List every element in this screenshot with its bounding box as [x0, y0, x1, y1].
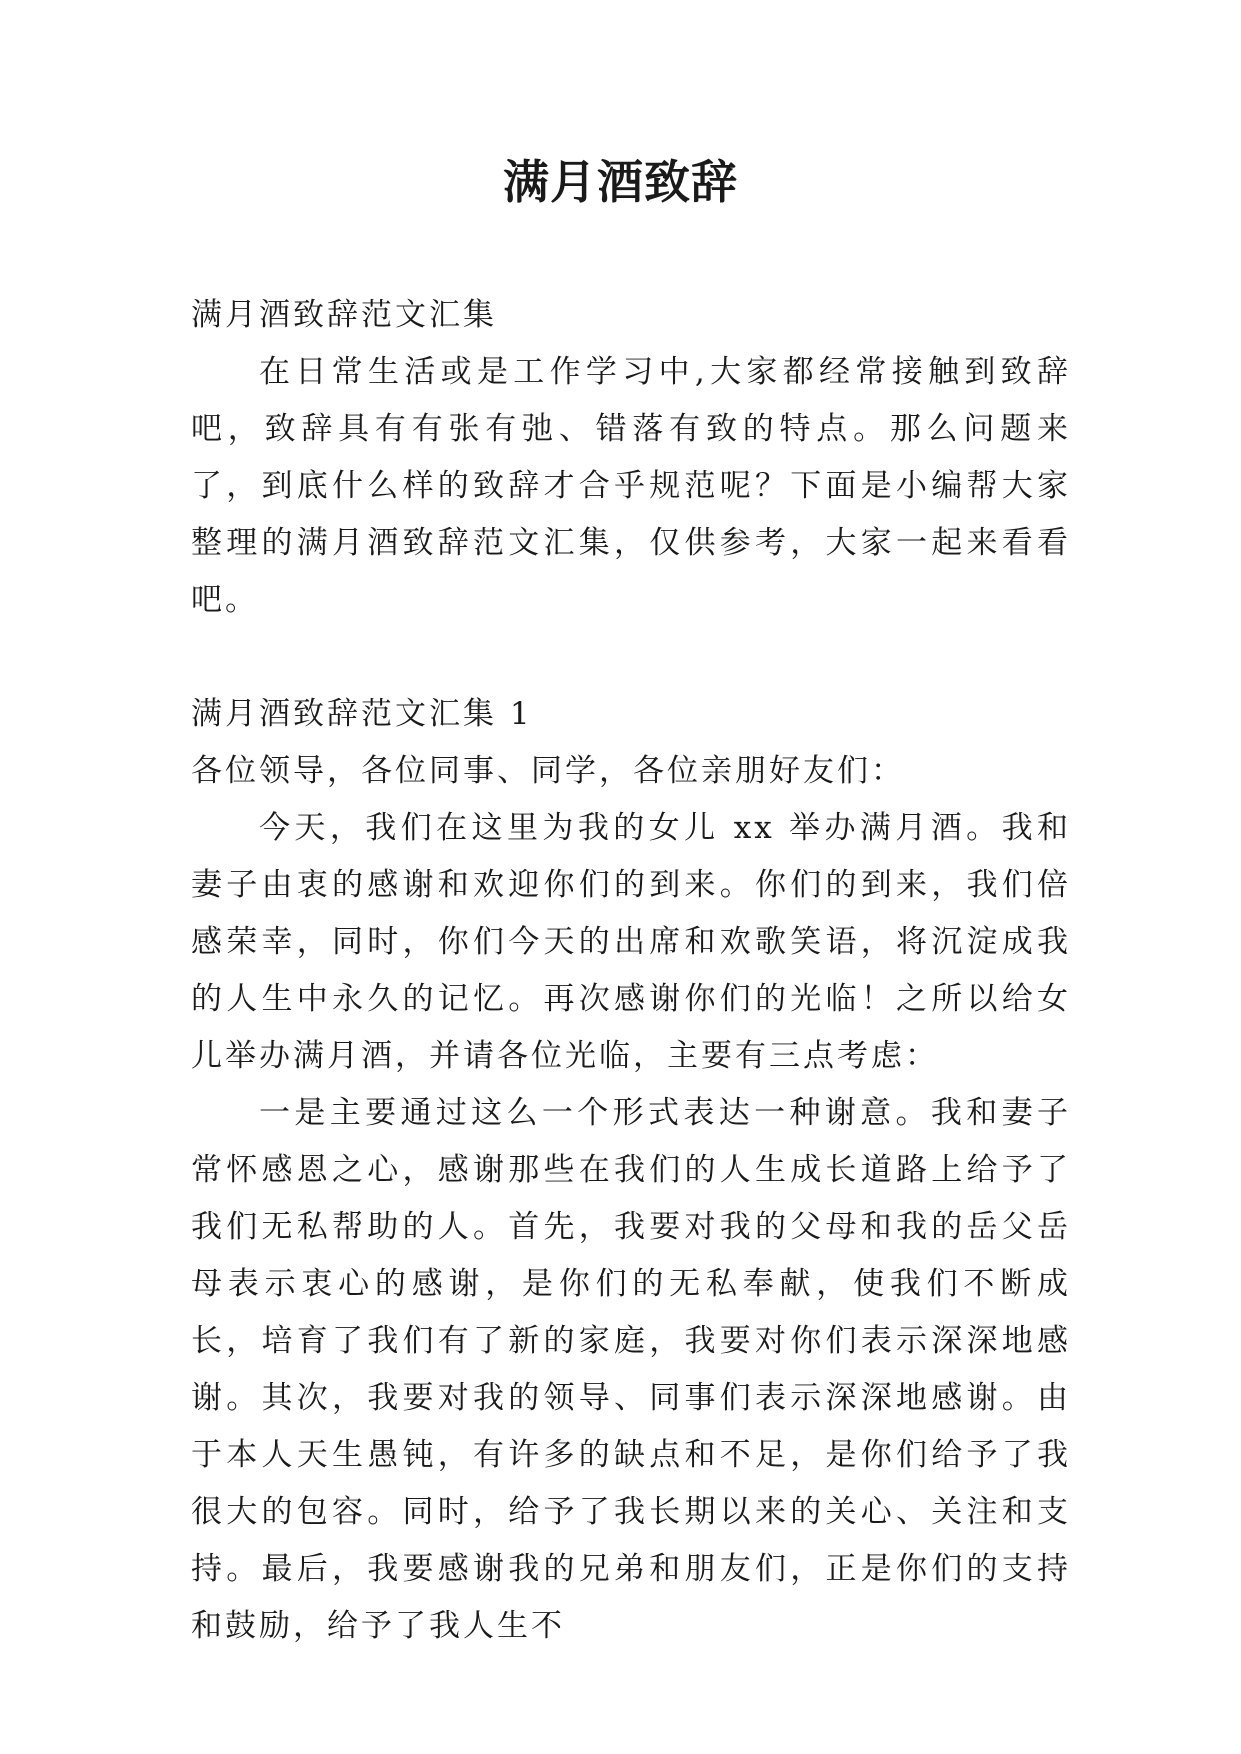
paragraph-intro: 在日常生活或是工作学习中,大家都经常接触到致辞吧，致辞具有有张有弛、错落有致的特点。那么问题来了，到底什么样的致辞才合乎规范呢？下面是小编帮大家整理的满月酒致辞范文汇集，仅供参考，大家一起来看看吧。 [191, 354, 1071, 618]
paragraph-salutation: 各位领导，各位同事、同学，各位亲朋好友们： [191, 753, 905, 789]
paragraph-subtitle: 满月酒致辞范文汇集 [191, 297, 497, 333]
document-title: 满月酒致辞 [503, 155, 738, 209]
document-body [191, 287, 1071, 1655]
paragraph-thanks: 一是主要通过这么一个形式表达一种谢意。我和妻子常怀感恩之心，感谢那些在我们的人生成长道路上给予了我们无私帮助的人。首先，我要对我的父母和我的岳父岳母表示衷心的感谢，是你们的无私奉献，使我们不断成长，培育了我们有了新的家庭，我要对你们表示深深地感谢。其次，我要对我的领导、同事们表示深深地感谢。由于本人天生愚钝，有许多的缺点和不足，是你们给予了我很大的包容。同时，给予了我长期以来的关心、关注和支持。最后，我要感谢我的兄弟和朋友们，正是你们的支持和鼓励，给予了我人生不 [191, 1095, 1071, 1644]
paragraph-welcome: 今天，我们在这里为我的女儿 xx 举办满月酒。我和妻子由衷的感谢和欢迎你们的到来。你们的到来，我们倍感荣幸，同时，你们今天的出席和欢歌笑语，将沉淀成我的人生中永久的记忆。再次感谢你们的光临！之所以给女儿举办满月酒，并请各位光临，主要有三点考虑： [191, 810, 1071, 1074]
section-heading: 满月酒致辞范文汇集 1 [191, 696, 533, 732]
